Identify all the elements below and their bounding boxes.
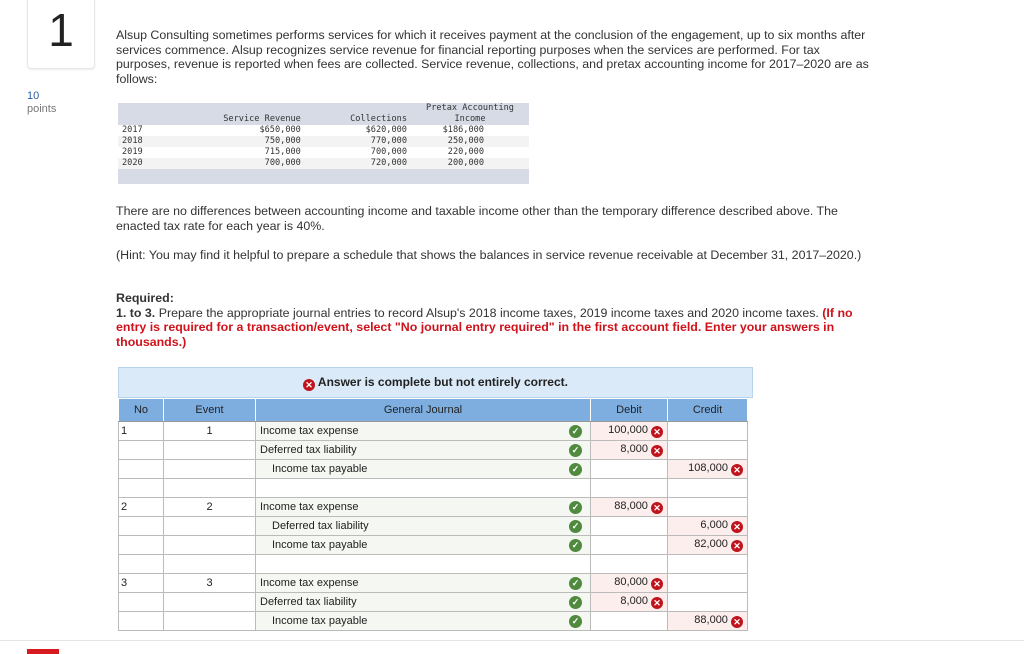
points-label: points [27, 103, 57, 115]
header-no: No [119, 399, 164, 422]
entry-no [119, 593, 164, 612]
required-text: Prepare the appropriate journal entries to record Alsup's 2018 income taxes, 2019 income taxes and 2020 income taxes. [155, 305, 819, 320]
entry-event [164, 460, 256, 479]
correct-check-icon: ✓ [569, 501, 582, 514]
journal-row [119, 460, 748, 479]
credit-field[interactable] [668, 460, 748, 479]
account-field[interactable] [256, 574, 591, 593]
footer-bar [0, 640, 1024, 654]
incorrect-x-icon: ✕ [731, 540, 743, 552]
hint-text: (Hint: You may find it helpful to prepare a schedule that shows the balances in service revenue receivable at December 31, 2017–2020.) [116, 248, 862, 262]
journal-row [119, 536, 748, 555]
incorrect-x-icon: ✕ [731, 464, 743, 476]
correct-check-icon: ✓ [569, 444, 582, 457]
required-prefix: 1. to 3. [116, 305, 156, 320]
data-cell: 200,000 [411, 158, 529, 169]
account-name: Income tax payable [272, 463, 368, 475]
account-field[interactable] [256, 498, 591, 517]
data-cell: 700,000 [165, 158, 305, 169]
debit-value: 8,000 [620, 595, 648, 607]
debit-field[interactable] [591, 536, 668, 555]
account-name: Deferred tax liability [260, 596, 357, 608]
correct-check-icon: ✓ [569, 425, 582, 438]
data-cell: $620,000 [305, 125, 411, 136]
header-general-journal: General Journal [256, 399, 591, 422]
data-row [118, 136, 529, 147]
data-cell: $650,000 [165, 125, 305, 136]
credit-value: 108,000 [688, 462, 728, 474]
entry-event [164, 612, 256, 631]
entry-no: 3 [119, 574, 164, 593]
brand-logo [27, 649, 59, 654]
journal-row [119, 422, 748, 441]
incorrect-x-icon: ✕ [731, 616, 743, 628]
correct-check-icon: ✓ [569, 577, 582, 590]
entry-event [164, 517, 256, 536]
credit-field[interactable] [668, 612, 748, 631]
data-cell: 2019 [118, 147, 165, 158]
account-name: Deferred tax liability [272, 520, 369, 532]
debit-value: 88,000 [614, 500, 648, 512]
blank-cell[interactable] [591, 479, 668, 498]
account-field[interactable] [256, 517, 591, 536]
credit-field[interactable] [668, 422, 748, 441]
correct-check-icon: ✓ [569, 539, 582, 552]
journal-row [119, 574, 748, 593]
answer-status-banner [118, 367, 753, 398]
credit-field[interactable] [668, 517, 748, 536]
account-name: Deferred tax liability [260, 444, 357, 456]
account-name: Income tax expense [260, 425, 359, 437]
required-section [116, 291, 876, 349]
data-cell: 750,000 [165, 136, 305, 147]
incorrect-x-icon: ✕ [651, 445, 663, 457]
data-cell: 715,000 [165, 147, 305, 158]
blank-row [119, 555, 748, 574]
journal-row [119, 441, 748, 460]
data-header: Collections [350, 114, 407, 124]
account-name: Income tax payable [272, 539, 368, 551]
credit-field[interactable] [668, 441, 748, 460]
blank-row [119, 479, 748, 498]
question-number: 1 [27, 0, 95, 69]
journal-table [118, 398, 748, 631]
entry-no: 1 [119, 422, 164, 441]
debit-value: 100,000 [608, 424, 648, 436]
entry-no [119, 441, 164, 460]
incorrect-x-icon: ✕ [651, 578, 663, 590]
debit-field[interactable] [591, 441, 668, 460]
blank-cell [119, 555, 164, 574]
entry-no [119, 612, 164, 631]
account-field[interactable] [256, 460, 591, 479]
debit-field[interactable] [591, 422, 668, 441]
journal-row [119, 517, 748, 536]
blank-cell [164, 555, 256, 574]
data-cell: $186,000 [411, 125, 529, 136]
account-name: Income tax payable [272, 615, 368, 627]
data-cell: 2017 [118, 125, 165, 136]
entry-event: 3 [164, 574, 256, 593]
blank-cell[interactable] [256, 555, 591, 574]
entry-event: 2 [164, 498, 256, 517]
incorrect-x-icon: ✕ [651, 426, 663, 438]
entry-no [119, 460, 164, 479]
data-cell: 220,000 [411, 147, 529, 158]
account-field[interactable] [256, 441, 591, 460]
blank-cell[interactable] [668, 555, 748, 574]
data-cell: 720,000 [305, 158, 411, 169]
intro-text: Alsup Consulting sometimes performs services for which it receives payment at the conclusion of the engagement, up to six months after services commence. Alsup recognizes service revenue for financial reporting purposes when the services are performed. For tax purposes, revenue is reported when fees are collected. Service revenue, collections, and pretax accounting income for 2017–2020 are as follows: [116, 28, 869, 86]
data-row [118, 158, 529, 169]
data-cell: 2020 [118, 158, 165, 169]
account-field[interactable] [256, 536, 591, 555]
answer-status-text: Answer is complete but not entirely correct. [317, 375, 568, 389]
entry-no [119, 536, 164, 555]
account-name: Income tax expense [260, 501, 359, 513]
account-field[interactable] [256, 593, 591, 612]
entry-no: 2 [119, 498, 164, 517]
header-debit: Debit [591, 399, 668, 422]
required-instructions: (If no entry is required for a transaction/event, select "No journal entry required" in the first account field. Enter your answers in thousands.) [116, 305, 853, 349]
data-cell: 700,000 [305, 147, 411, 158]
entry-no [119, 517, 164, 536]
journal-row [119, 593, 748, 612]
points-value: 10 [27, 90, 40, 102]
debit-value: 8,000 [620, 443, 648, 455]
blank-cell[interactable] [591, 555, 668, 574]
data-cell: 2018 [118, 136, 165, 147]
credit-field[interactable] [668, 498, 748, 517]
required-label: Required: [116, 291, 174, 305]
account-field[interactable] [256, 422, 591, 441]
correct-check-icon: ✓ [569, 520, 582, 533]
credit-value: 6,000 [700, 519, 728, 531]
account-field[interactable] [256, 612, 591, 631]
blank-cell[interactable] [256, 479, 591, 498]
header-event: Event [164, 399, 256, 422]
differences-text: There are no differences between accounting income and taxable income other than the temporary difference described above. The enacted tax rate for each year is 40%. [116, 204, 838, 233]
data-header: Pretax Accounting Income [426, 103, 514, 124]
data-cell: 770,000 [305, 136, 411, 147]
incorrect-x-icon: ✕ [651, 502, 663, 514]
data-cell: 250,000 [411, 136, 529, 147]
credit-value: 82,000 [694, 538, 728, 550]
data-header [118, 103, 165, 125]
debit-field[interactable] [591, 574, 668, 593]
correct-check-icon: ✓ [569, 596, 582, 609]
incorrect-x-icon: ✕ [731, 521, 743, 533]
correct-check-icon: ✓ [569, 463, 582, 476]
debit-value: 80,000 [614, 576, 648, 588]
error-icon: ✕ [303, 379, 315, 391]
header-credit: Credit [668, 399, 748, 422]
debit-field[interactable] [591, 612, 668, 631]
blank-cell [119, 479, 164, 498]
data-table [118, 103, 529, 184]
debit-field[interactable] [591, 517, 668, 536]
debit-field[interactable] [591, 498, 668, 517]
debit-field[interactable] [591, 593, 668, 612]
incorrect-x-icon: ✕ [651, 597, 663, 609]
credit-field[interactable] [668, 593, 748, 612]
journal-row [119, 612, 748, 631]
data-row [118, 147, 529, 158]
credit-value: 88,000 [694, 614, 728, 626]
blank-cell [164, 479, 256, 498]
data-header: Service Revenue [223, 114, 301, 124]
debit-field[interactable] [591, 460, 668, 479]
blank-cell[interactable] [668, 479, 748, 498]
account-name: Income tax expense [260, 577, 359, 589]
entry-event [164, 441, 256, 460]
credit-field[interactable] [668, 574, 748, 593]
entry-event: 1 [164, 422, 256, 441]
entry-event [164, 536, 256, 555]
entry-event [164, 593, 256, 612]
journal-row [119, 498, 748, 517]
correct-check-icon: ✓ [569, 615, 582, 628]
data-row [118, 125, 529, 136]
credit-field[interactable] [668, 536, 748, 555]
points [27, 90, 56, 116]
